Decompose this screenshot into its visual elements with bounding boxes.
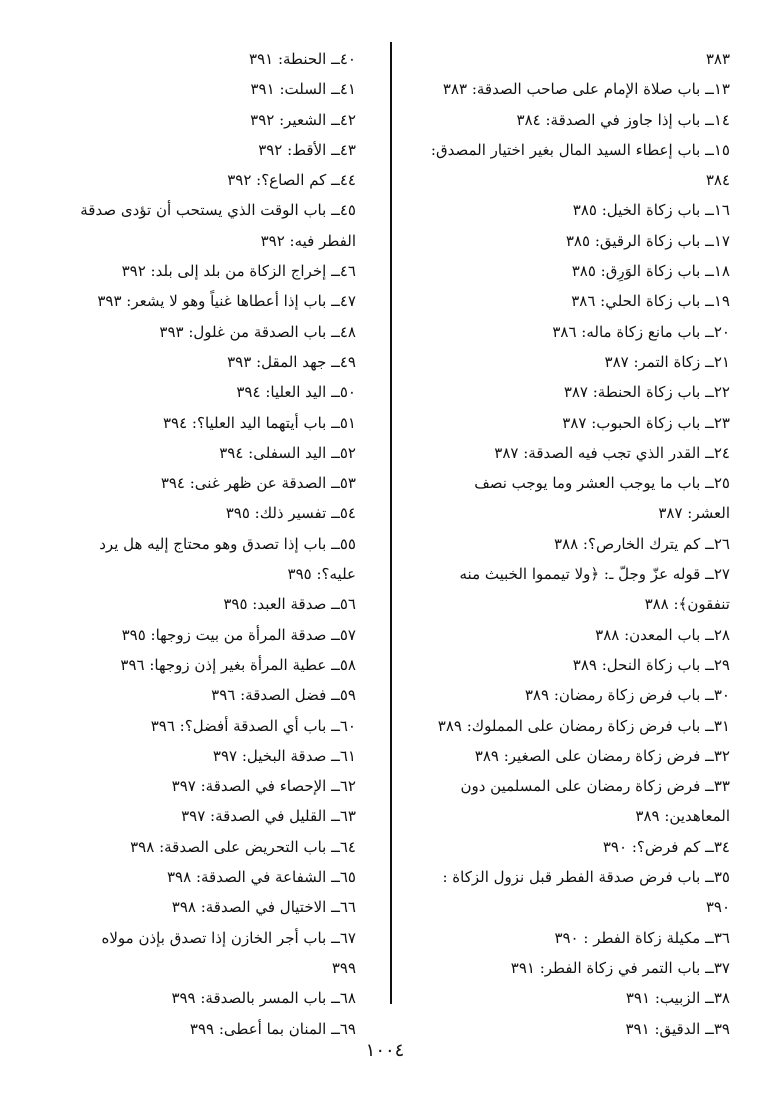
index-entry: ٣٨ــ الزبيب: ٣٩١ xyxy=(625,989,730,1008)
index-entry: ٦٠ــ باب أي الصدقة أفضل؟: ٣٩٦ xyxy=(150,716,356,735)
index-entry: ٣٥ــ باب فرض صدقة الفطر قبل نزول الزكاة : xyxy=(442,868,730,887)
index-entry: ٢٩ــ باب زكاة النحل: ٣٨٩ xyxy=(572,655,730,674)
index-entry: ٣٢ــ فرض زكاة رمضان على الصغير: ٣٨٩ xyxy=(474,746,730,765)
index-entry: ١٣ــ باب صلاة الإمام على صاحب الصدقة: ٣٨٣ xyxy=(442,80,730,99)
index-entry: ١٤ــ باب إذا جاوز في الصدقة: ٣٨٤ xyxy=(516,110,730,129)
index-entry: ٣٩٠ xyxy=(705,898,730,917)
index-entry: ٤٥ــ باب الوقت الذي يستحب أن تؤدى صدقة xyxy=(80,201,356,220)
index-entry: ١٨ــ باب زكاة الوَرِق: ٣٨٥ xyxy=(571,262,730,281)
index-entry: ٦٨ــ باب المسر بالصدقة: ٣٩٩ xyxy=(171,989,356,1008)
index-entry: العشر: ٣٨٧ xyxy=(658,504,730,523)
index-entry: ٢٢ــ باب زكاة الحنطة: ٣٨٧ xyxy=(563,383,730,402)
index-entry: ٢٦ــ كم يترك الخارص؟: ٣٨٨ xyxy=(553,534,730,553)
right-column xyxy=(382,44,730,1044)
index-entry: ٥٣ــ الصدقة عن ظهر غنى: ٣٩٤ xyxy=(160,474,356,493)
index-entry: ٣٣ــ فرض زكاة رمضان على المسلمين دون xyxy=(460,777,730,796)
index-entry: ٦٥ــ الشفاعة في الصدقة: ٣٩٨ xyxy=(167,868,356,887)
index-entry: ٤٢ــ الشعير: ٣٩٢ xyxy=(250,110,356,129)
index-entry: ٢٣ــ باب زكاة الحبوب: ٣٨٧ xyxy=(562,413,730,432)
index-entry: ٦١ــ صدقة البخيل: ٣٩٧ xyxy=(212,746,356,765)
index-entry: ٤٤ــ كم الصاع؟: ٣٩٢ xyxy=(227,171,356,190)
index-entry: ٣٤ــ كم فرض؟: ٣٩٠ xyxy=(602,837,730,856)
index-entry: ٢٨ــ باب المعدن: ٣٨٨ xyxy=(595,625,730,644)
index-entry: ٦٧ــ باب أجر الخازن إذا تصدق بإذن مولاه xyxy=(101,928,356,947)
index-entry: ٢١ــ زكاة التمر: ٣٨٧ xyxy=(604,352,730,371)
index-entry: ٥٦ــ صدقة العبد: ٣٩٥ xyxy=(223,595,356,614)
index-entry: ٤٣ــ الأقط: ٣٩٢ xyxy=(258,140,356,159)
index-entry: ٦٦ــ الاختيال في الصدقة: ٣٩٨ xyxy=(171,898,356,917)
index-entry: ٢٧ــ قوله عزّ وجلّ ـ: ﴿ولا تيمموا الخبيث منه xyxy=(459,565,730,584)
index-entry: تنفقون﴾: ٣٨٨ xyxy=(644,595,730,614)
index-entry: ٢٠ــ باب مانع زكاة ماله: ٣٨٦ xyxy=(552,322,730,341)
index-entry: ٦٢ــ الإحصاء في الصدقة: ٣٩٧ xyxy=(171,777,356,796)
index-entry: ٤١ــ السلت: ٣٩١ xyxy=(250,80,356,99)
index-entry: ٦٩ــ المنان بما أعطى: ٣٩٩ xyxy=(189,1019,356,1038)
index-entry: ٥٤ــ تفسير ذلك: ٣٩٥ xyxy=(225,504,356,523)
index-entry: ٣٩ــ الدقيق: ٣٩١ xyxy=(625,1019,730,1038)
index-entry: عليه؟: ٣٩٥ xyxy=(287,565,356,584)
index-entry: ٣٩٩ xyxy=(331,958,356,977)
index-entry: ٣٦ــ مكيلة زكاة الفطر : ٣٩٠ xyxy=(554,928,730,947)
index-entry: ٤٧ــ باب إذا أعطاها غنياً وهو لا يشعر: ٣٩٣ xyxy=(97,292,356,311)
index-entry: ٥٥ــ باب إذا تصدق وهو محتاج إليه هل يرد xyxy=(99,534,356,553)
index-entry: ١٧ــ باب زكاة الرقيق: ٣٨٥ xyxy=(565,231,730,250)
index-entry: ٤٨ــ باب الصدقة من غلول: ٣٩٣ xyxy=(159,322,356,341)
left-column xyxy=(26,44,356,1044)
index-entry: ١٥ــ باب إعطاء السيد المال بغير اختيار المصدق: xyxy=(430,140,730,159)
index-entry: ٥٠ــ اليد العليا: ٣٩٤ xyxy=(236,383,356,402)
index-entry: ٣٨٤ xyxy=(705,171,730,190)
index-entry: ٦٤ــ باب التحريض على الصدقة: ٣٩٨ xyxy=(130,837,356,856)
column-divider xyxy=(390,42,392,1004)
index-entry: ٥١ــ باب أيتهما اليد العليا؟: ٣٩٤ xyxy=(162,413,356,432)
index-entry: ١٦ــ باب زكاة الخيل: ٣٨٥ xyxy=(572,201,730,220)
index-entry: ٥٢ــ اليد السفلى: ٣٩٤ xyxy=(219,443,356,462)
index-entry: ٥٩ــ فضل الصدقة: ٣٩٦ xyxy=(211,686,356,705)
index-entry: ٥٧ــ صدقة المرأة من بيت زوجها: ٣٩٥ xyxy=(121,625,356,644)
index-entry: ٤٦ــ إخراج الزكاة من بلد إلى بلد: ٣٩٢ xyxy=(121,262,356,281)
index-entry: ٣٧ــ باب التمر في زكاة الفطر: ٣٩١ xyxy=(510,958,730,977)
page-number: ١٠٠٤ xyxy=(365,1040,405,1061)
index-entry: ٢٤ــ القدر الذي تجب فيه الصدقة: ٣٨٧ xyxy=(494,443,730,462)
index-entry: ٣٨٣ xyxy=(705,50,730,68)
index-entry: ١٩ــ باب زكاة الحلي: ٣٨٦ xyxy=(571,292,730,311)
index-entry: الفطر فيه: ٣٩٢ xyxy=(260,231,356,250)
index-entry: المعاهدين: ٣٨٩ xyxy=(635,807,730,826)
index-entry: ٥٨ــ عطية المرأة بغير إذن زوجها: ٣٩٦ xyxy=(120,655,356,674)
index-entry: ٤٩ــ جهد المقل: ٣٩٣ xyxy=(227,352,356,371)
index-entry: ٣٠ــ باب فرض زكاة رمضان: ٣٨٩ xyxy=(524,686,730,705)
index-entry: ٣١ــ باب فرض زكاة رمضان على المملوك: ٣٨٩ xyxy=(437,716,730,735)
index-entry: ٤٠ــ الحنطة: ٣٩١ xyxy=(249,50,356,68)
index-entry: ٢٥ــ باب ما يوجب العشر وما يوجب نصف xyxy=(474,474,730,493)
index-entry: ٦٣ــ القليل في الصدقة: ٣٩٧ xyxy=(181,807,356,826)
